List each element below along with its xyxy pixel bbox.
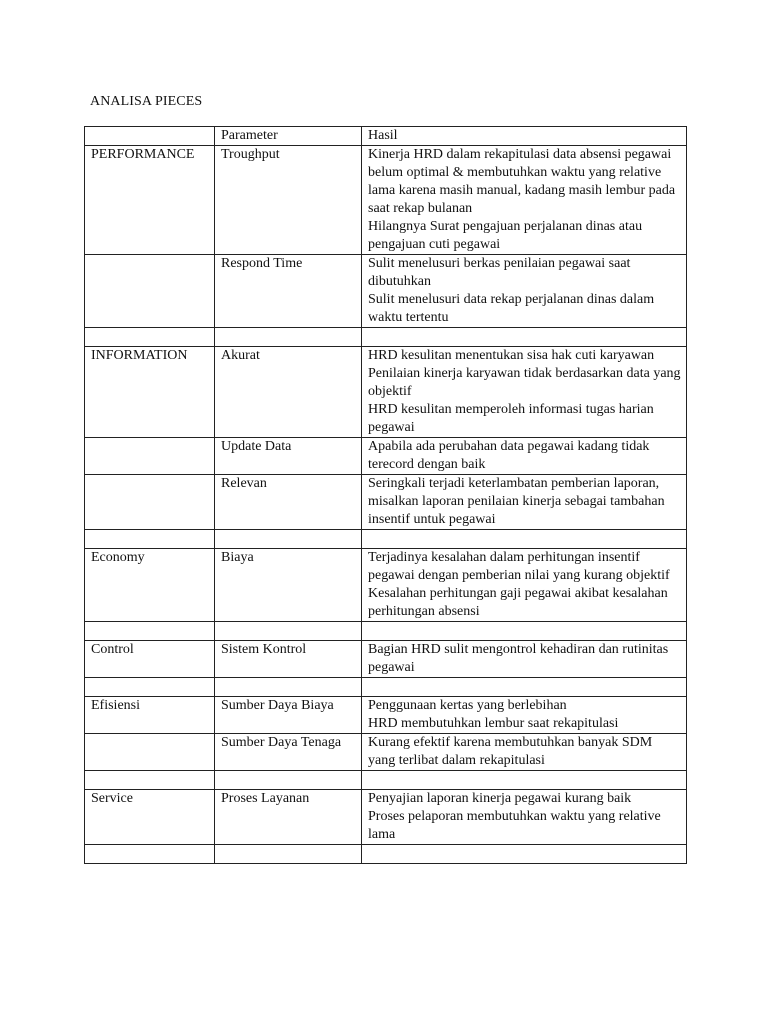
row-category: Efisiensi — [85, 697, 215, 734]
row-hasil: Apabila ada perubahan data pegawai kadang tidak terecord dengan baik — [362, 438, 687, 475]
row-parameter — [215, 845, 362, 864]
row-category — [85, 622, 215, 641]
row-hasil — [362, 678, 687, 697]
pieces-analysis-table — [84, 126, 687, 864]
document-title: ANALISA PIECES — [90, 94, 203, 109]
row-category: Service — [85, 790, 215, 845]
row-category — [85, 328, 215, 347]
row-category — [85, 530, 215, 549]
table-row-spacer — [85, 771, 687, 790]
row-category — [85, 734, 215, 771]
row-parameter: Update Data — [215, 438, 362, 475]
row-parameter — [215, 622, 362, 641]
row-parameter: Sumber Daya Tenaga — [215, 734, 362, 771]
table-row — [85, 790, 687, 845]
row-category — [85, 771, 215, 790]
table-header-row — [85, 127, 687, 146]
row-hasil: Kurang efektif karena membutuhkan banyak SDM yang terlibat dalam rekapitulasi — [362, 734, 687, 771]
table-row — [85, 734, 687, 771]
row-hasil — [362, 771, 687, 790]
row-hasil: Bagian HRD sulit mengontrol kehadiran dan rutinitas pegawai — [362, 641, 687, 678]
row-category: Economy — [85, 549, 215, 622]
row-category — [85, 438, 215, 475]
table-row — [85, 549, 687, 622]
row-parameter: Proses Layanan — [215, 790, 362, 845]
row-hasil — [362, 530, 687, 549]
table-row — [85, 475, 687, 530]
table-row-spacer — [85, 622, 687, 641]
row-category: Control — [85, 641, 215, 678]
row-parameter — [215, 771, 362, 790]
header-category — [85, 127, 215, 146]
row-category — [85, 255, 215, 328]
table-row — [85, 146, 687, 255]
table-row — [85, 697, 687, 734]
row-hasil: HRD kesulitan menentukan sisa hak cuti karyawan Penilaian kinerja karyawan tidak berdasarkan data yang objektif HRD kesulitan memperoleh informasi tugas harian pegawai — [362, 347, 687, 438]
row-parameter: Biaya — [215, 549, 362, 622]
row-parameter — [215, 328, 362, 347]
table-row — [85, 347, 687, 438]
row-parameter: Sumber Daya Biaya — [215, 697, 362, 734]
row-hasil: Penyajian laporan kinerja pegawai kurang baik Proses pelaporan membutuhkan waktu yang relative lama — [362, 790, 687, 845]
table-row-spacer — [85, 530, 687, 549]
row-parameter: Sistem Kontrol — [215, 641, 362, 678]
row-parameter — [215, 678, 362, 697]
table-row — [85, 438, 687, 475]
table-row-spacer — [85, 678, 687, 697]
row-hasil — [362, 328, 687, 347]
row-category — [85, 475, 215, 530]
row-hasil: Sulit menelusuri berkas penilaian pegawai saat dibutuhkan Sulit menelusuri data rekap perjalanan dinas dalam waktu tertentu — [362, 255, 687, 328]
row-category: INFORMATION — [85, 347, 215, 438]
row-parameter: Respond Time — [215, 255, 362, 328]
row-hasil: Penggunaan kertas yang berlebihan HRD membutuhkan lembur saat rekapitulasi — [362, 697, 687, 734]
table-row — [85, 641, 687, 678]
row-parameter: Akurat — [215, 347, 362, 438]
header-hasil: Hasil — [362, 127, 687, 146]
row-category: PERFORMANCE — [85, 146, 215, 255]
row-parameter — [215, 530, 362, 549]
row-hasil — [362, 622, 687, 641]
row-category — [85, 845, 215, 864]
table-row-spacer — [85, 328, 687, 347]
table-row-spacer — [85, 845, 687, 864]
row-hasil: Terjadinya kesalahan dalam perhitungan insentif pegawai dengan pemberian nilai yang kurang objektif Kesalahan perhitungan gaji pegawai akibat kesalahan perhitungan absensi — [362, 549, 687, 622]
row-hasil — [362, 845, 687, 864]
row-hasil: Kinerja HRD dalam rekapitulasi data absensi pegawai belum optimal & membutuhkan waktu yang relative lama karena masih manual, kadang masih lembur pada saat rekap bulanan Hilangnya Surat pengajuan perjalanan dinas atau pengajuan cuti pegawai — [362, 146, 687, 255]
row-parameter: Relevan — [215, 475, 362, 530]
row-category — [85, 678, 215, 697]
table-row — [85, 255, 687, 328]
row-hasil: Seringkali terjadi keterlambatan pemberian laporan, misalkan laporan penilaian kinerja sebagai tambahan insentif untuk pegawai — [362, 475, 687, 530]
header-parameter: Parameter — [215, 127, 362, 146]
row-parameter: Troughput — [215, 146, 362, 255]
